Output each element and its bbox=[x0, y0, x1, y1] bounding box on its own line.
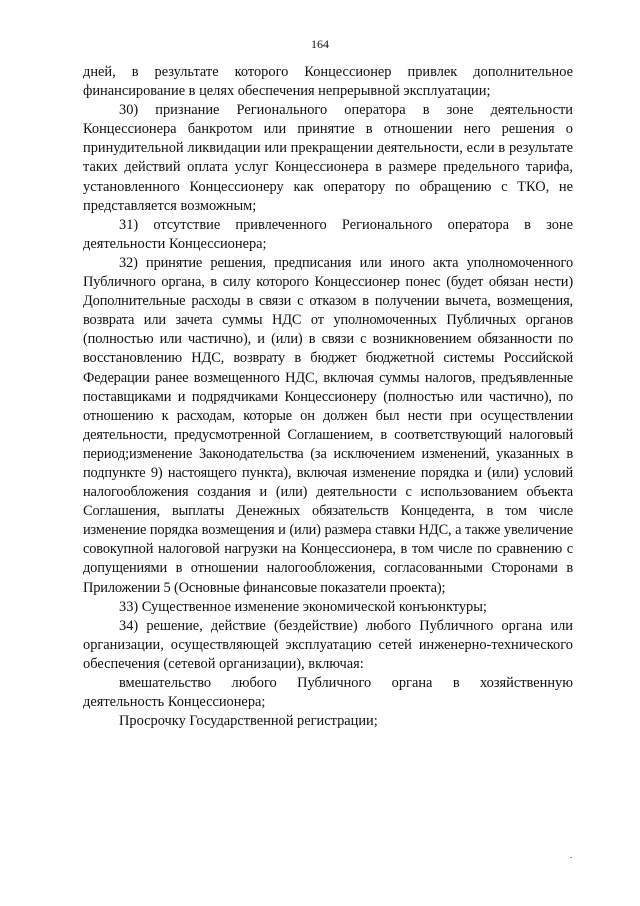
paragraph-sub-interference: вмешательство любого Публичного органа в хозяйственную деятельность Концессионера; bbox=[83, 675, 573, 711]
paragraph-item-34: 34) решение, действие (бездействие) любого Публичного органа или организации, осуществляющей эксплуатацию сетей инженерно-технического обеспечения (сетевой организации), включая: bbox=[83, 617, 573, 672]
paragraph-item-31: 31) отсутствие привлеченного Регионального оператора в зоне деятельности Концессионера; bbox=[83, 216, 573, 252]
paragraph-sub-registration-delay: Просрочку Государственной регистрации; bbox=[119, 713, 378, 730]
paragraph-item-33: 33) Существенное изменение экономической конъюнктуры; bbox=[119, 598, 487, 615]
document-body bbox=[83, 63, 573, 731]
scan-speck bbox=[570, 857, 572, 858]
paragraph-item-32: 32) принятие решения, предписания или иного акта уполномоченного Публичного органа, в силу которого Концессионер понес (будет обязан нести) Дополнительные расходы в связи с отказом в получении вычета, возмещения, возврата или зачета суммы НДС от уполномоченных Публичных органов (полностью или частично), и (или) в связи с возникновением обязанности по восстановлению НДС, возврату в бюджет бюджетной системы Российской Федерации ранее возмещенного НДС, включая суммы налогов, предъявленные поставщиками и подрядчиками Концессионеру (полностью или частично), по отношению к расходам, которые он должен был нести при осуществлении деятельности, предусмотренной Соглашением, в соответствующий налоговый период;изменение Законодательства (за исключением изменений, указанных в подпункте 9) настоящего пункта), включая изменение порядка и (или) условий налогообложения создания и (или) деятельности с использованием объекта Соглашения, выплаты Денежных обязательств Концедента, в том числе изменение порядка возмещения и (или) размера ставки НДС, а также увеличение совокупной налоговой нагрузки на Концессионера, в том числе по сравнению с допущениями в отношении налогообложения, согласованными Сторонами в Приложении 5 (Основные финансовые показатели проекта); bbox=[83, 254, 573, 596]
page-number: 164 bbox=[311, 37, 329, 51]
paragraph-item-30: 30) признание Регионального оператора в зоне деятельности Концессионера банкротом или принятие в отношении него решения о принудительной ликвидации или прекращении деятельности, если в результате таких действий оплата услуг Концессионера в размере предельного тарифа, установленного Концессионеру как оператору по обращению с ТКО, не представляется возможным; bbox=[83, 102, 573, 214]
paragraph-continuation: дней, в результате которого Концессионер привлек дополнительное финансирование в целях обеспечения непрерывной эксплуатации; bbox=[83, 64, 573, 100]
